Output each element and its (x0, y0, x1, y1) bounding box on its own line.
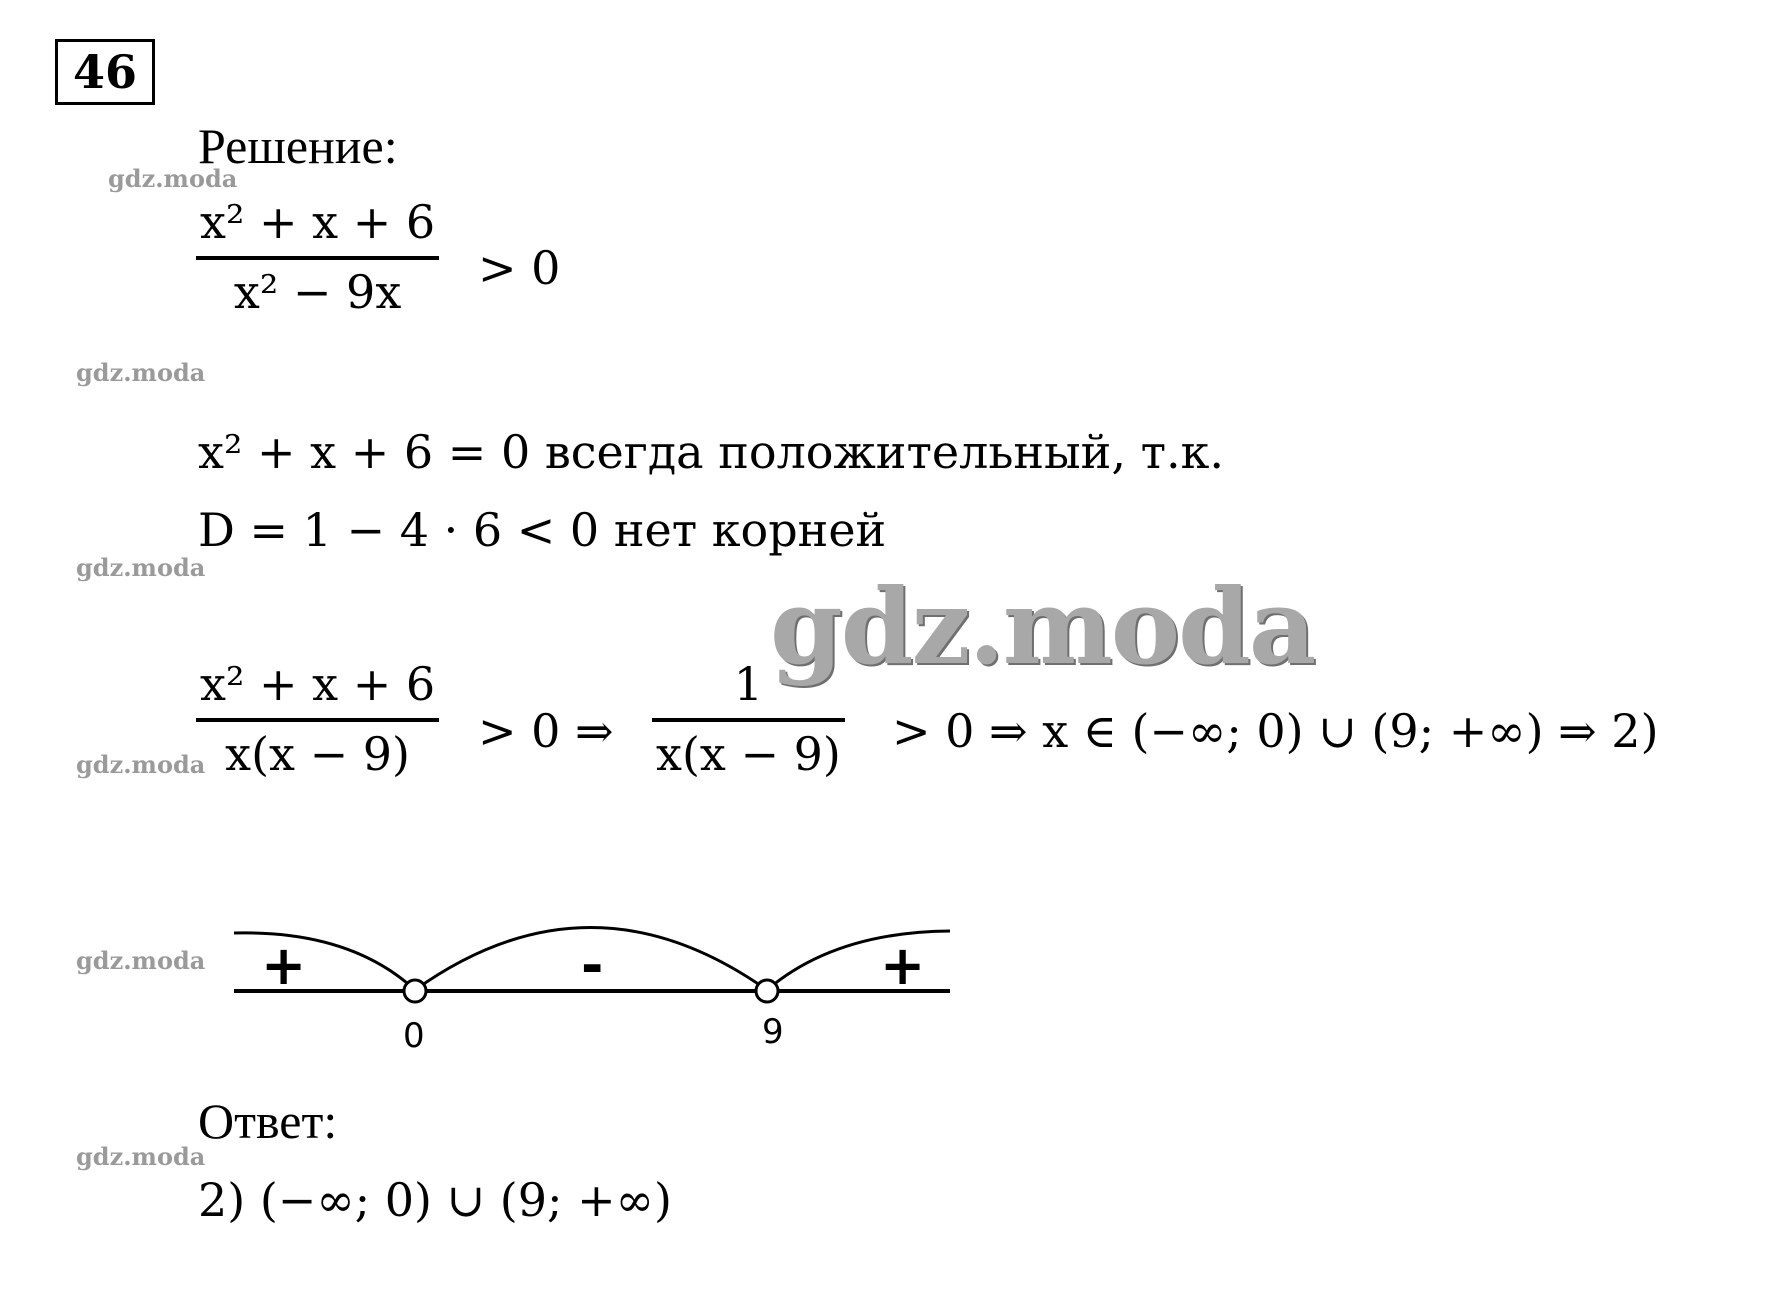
fraction-2-numerator: x² + x + 6 (200, 657, 436, 711)
sign-right: + (880, 934, 926, 997)
fraction-1-denominator: x² − 9x (233, 265, 402, 319)
fraction-2-denominator: x(x − 9) (225, 727, 410, 781)
answer-heading: Ответ: (198, 1093, 338, 1149)
implication-1: > 0 ⇒ (478, 704, 614, 758)
line-1-math: x² + x + 6 = 0 (198, 425, 531, 479)
problem-number: 46 (55, 39, 155, 105)
watermark-small: gdz.moda (76, 750, 206, 779)
point-label-0: 0 (403, 1016, 425, 1056)
fraction-1-numerator: x² + x + 6 (200, 195, 436, 249)
point-label-9: 9 (762, 1012, 784, 1052)
line-2-text: нет корней (613, 503, 887, 557)
sign-middle: - (581, 934, 604, 997)
solution-heading: Решение: (198, 118, 398, 174)
answer-value: 2) (−∞; 0) ∪ (9; +∞) (198, 1173, 672, 1227)
fraction-3-denominator: x(x − 9) (656, 727, 841, 781)
point-0-open-circle (404, 980, 426, 1002)
fraction-1-relation: > 0 (478, 241, 561, 295)
sign-left: + (261, 934, 307, 997)
point-9-open-circle (756, 980, 778, 1002)
fraction-3-numerator: 1 (733, 657, 764, 711)
watermark-small: gdz.moda (76, 1142, 206, 1171)
solution-interval-chain: > 0 ⇒ x ∈ (−∞; 0) ∪ (9; +∞) ⇒ 2) (892, 704, 1659, 758)
line-2-math: D = 1 − 4 · 6 < 0 (198, 503, 600, 557)
watermark-large: gdz.moda (770, 565, 1315, 688)
line-1-text: всегда положительный, т.к. (544, 425, 1225, 479)
watermark-small: gdz.moda (76, 553, 206, 582)
watermark-small: gdz.moda (76, 358, 206, 387)
watermark-small: gdz.moda (108, 164, 238, 193)
watermark-small: gdz.moda (76, 946, 206, 975)
